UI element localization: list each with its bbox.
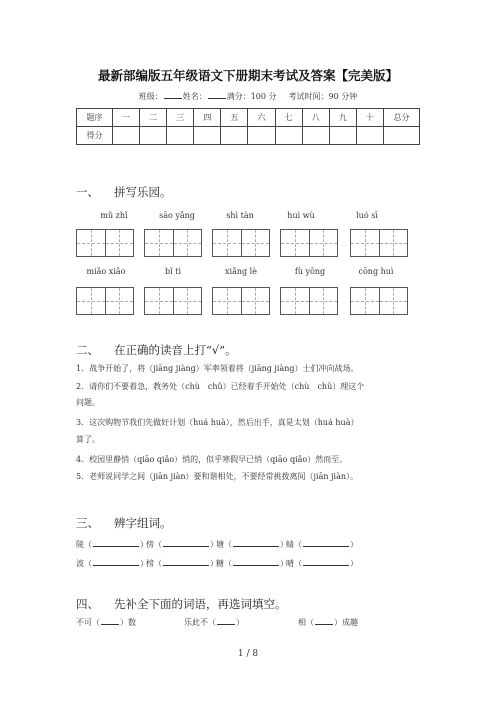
question-line: 2．请你们不要着急，教务处（chù chǔ）已经着手开始处（chù chǔ）理这个 xyxy=(76,382,365,391)
full-score: 满分：100 分 xyxy=(226,92,277,101)
pinyin-label: huì wù xyxy=(287,211,315,220)
score-header-cell: 十 xyxy=(356,109,383,127)
section-3-heading xyxy=(76,515,172,531)
answer-blank[interactable] xyxy=(163,538,209,547)
section-number: 一、 xyxy=(76,185,99,199)
char: 糖 xyxy=(216,559,224,568)
score-header-cell: 七 xyxy=(275,109,302,127)
char: 陵 xyxy=(76,540,84,549)
answer-blank[interactable] xyxy=(233,538,279,547)
writing-box[interactable] xyxy=(144,229,202,257)
writing-box[interactable] xyxy=(350,287,408,315)
idiom-blank[interactable] xyxy=(101,616,119,625)
score-cell[interactable] xyxy=(194,127,221,145)
question-line: 4．校园里静悄（qiāo qiǎo）悄的，似乎寒假早已悄（qiāo qiǎo）然而至。 xyxy=(76,455,348,464)
pinyin-label: luó sī xyxy=(356,211,378,220)
score-table xyxy=(76,108,420,145)
section-number: 三、 xyxy=(76,516,99,530)
question-line: 3．这次购物节我们先做好计划（huá huà），然后出手，真是太划（huá huà） xyxy=(76,418,359,427)
question-line: 5．老师说同学之间（jiān jiàn）要和谐相处，不要经常挑拨离间（jiān jiàn）。 xyxy=(76,472,359,481)
idiom-text: ）数 xyxy=(120,618,136,627)
class-blank[interactable] xyxy=(164,90,182,99)
name-blank[interactable] xyxy=(208,90,226,99)
score-header-cell: 五 xyxy=(221,109,248,127)
idiom-text: 不可（ xyxy=(76,618,100,627)
section-title: 在正确的读音上打“√”。 xyxy=(114,343,237,357)
section-number: 四、 xyxy=(76,597,99,611)
idiom-text: 乐此不（ xyxy=(184,618,216,627)
score-row-label: 得分 xyxy=(77,127,113,145)
idiom-row xyxy=(76,616,421,629)
score-header-cell: 二 xyxy=(140,109,167,127)
question-line: 1．战争开始了，将（jiāng jiàng）军率领着将（jiāng jiàng）士们冲向战场。 xyxy=(76,364,359,373)
answer-blank[interactable] xyxy=(93,557,139,566)
pinyin-label: bǐ tì xyxy=(165,267,181,276)
section-title: 先补全下面的词语，再选词填空。 xyxy=(114,597,287,611)
writing-box[interactable] xyxy=(76,229,134,257)
class-label: 班级： xyxy=(138,92,163,101)
answer-blank[interactable] xyxy=(163,557,209,566)
score-header-row xyxy=(77,109,420,127)
char: 塘 xyxy=(216,540,224,549)
char: 榜 xyxy=(146,559,154,568)
answer-blank[interactable] xyxy=(93,538,139,547)
score-header-cell: 九 xyxy=(329,109,356,127)
score-header-cell: 一 xyxy=(113,109,140,127)
pinyin-label: mǔ zhǐ xyxy=(100,211,128,220)
pinyin-label: shì tàn xyxy=(226,211,254,220)
score-header-cell: 四 xyxy=(194,109,221,127)
writing-box[interactable] xyxy=(144,287,202,315)
writing-box[interactable] xyxy=(76,287,134,315)
score-header-cell: 八 xyxy=(302,109,329,127)
exam-time: 考试时间：90 分钟 xyxy=(288,92,358,101)
score-value-row xyxy=(77,127,420,145)
name-label: 姓名： xyxy=(182,92,207,101)
writing-box[interactable] xyxy=(280,229,338,257)
score-cell[interactable] xyxy=(302,127,329,145)
score-cell[interactable] xyxy=(221,127,248,145)
writing-box-row xyxy=(76,229,420,259)
page-number: 1 / 8 xyxy=(237,649,259,659)
score-cell[interactable] xyxy=(329,127,356,145)
section-number: 二、 xyxy=(76,343,99,357)
pinyin-label: sāo yǎng xyxy=(159,211,195,220)
answer-blank[interactable] xyxy=(303,538,349,547)
score-header-cell: 题序 xyxy=(77,109,113,127)
score-header-cell: 总分 xyxy=(384,109,420,127)
score-cell[interactable] xyxy=(248,127,275,145)
pinyin-label: xiǎng lè xyxy=(225,267,257,276)
char: 波 xyxy=(76,559,84,568)
word-group-row: 陵（ ） 傍（ ） 塘（ ） 蜻（ ） xyxy=(76,540,358,549)
answer-blank[interactable] xyxy=(233,557,279,566)
score-cell[interactable] xyxy=(356,127,383,145)
answer-blank[interactable] xyxy=(303,557,349,566)
pinyin-label: fù yōng xyxy=(294,267,326,276)
pinyin-label: miǎo xiǎo xyxy=(86,267,126,276)
section-title: 拼写乐园。 xyxy=(114,185,172,199)
section-1-heading xyxy=(76,184,172,200)
score-cell[interactable] xyxy=(140,127,167,145)
writing-box[interactable] xyxy=(280,287,338,315)
idiom-text: 相（ xyxy=(298,618,314,627)
question-line: 问题。 xyxy=(76,398,100,407)
question-line: 算了。 xyxy=(76,435,100,444)
idiom-blank[interactable] xyxy=(217,616,235,625)
section-title: 辨字组词。 xyxy=(114,516,172,530)
pinyin-row xyxy=(76,211,420,223)
word-group-row: 波（ ） 榜（ ） 糖（ ） 晴（ ） xyxy=(76,559,358,568)
pinyin-row xyxy=(76,267,420,279)
char: 晴 xyxy=(286,559,294,568)
idiom-text: ）成趣 xyxy=(334,618,358,627)
score-header-cell: 六 xyxy=(248,109,275,127)
score-cell[interactable] xyxy=(167,127,194,145)
writing-box[interactable] xyxy=(212,229,270,257)
writing-box-row xyxy=(76,287,420,317)
char: 蜻 xyxy=(286,540,294,549)
idiom-blank[interactable] xyxy=(315,616,333,625)
idiom-text: ） xyxy=(236,618,244,627)
pinyin-label: cōng huì xyxy=(358,267,394,276)
writing-box[interactable] xyxy=(212,287,270,315)
section-2-heading xyxy=(76,342,237,358)
score-cell[interactable] xyxy=(113,127,140,145)
section-4-heading xyxy=(76,596,287,612)
score-header-cell: 三 xyxy=(167,109,194,127)
exam-info-line xyxy=(0,90,496,102)
document-title: 最新部编版五年级语文下册期末考试及答案【完美版】 xyxy=(97,68,398,83)
char: 傍 xyxy=(146,540,154,549)
score-cell[interactable] xyxy=(275,127,302,145)
writing-box[interactable] xyxy=(350,229,408,257)
score-cell[interactable] xyxy=(384,127,420,145)
